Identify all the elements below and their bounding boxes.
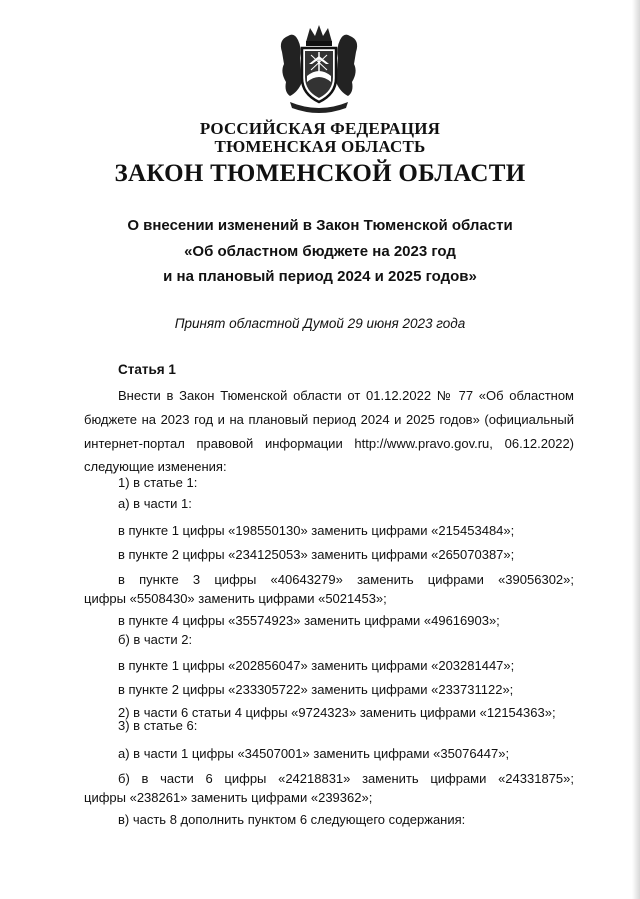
body-line: в пункте 2 цифры «233305722» заменить цифрами «233731122»; xyxy=(118,682,514,697)
body-line: цифры «5508430» заменить цифрами «5021453»; xyxy=(84,591,387,606)
header-country: РОССИЙСКАЯ ФЕДЕРАЦИЯ xyxy=(199,119,441,138)
body-line: 3) в статье 6: xyxy=(118,718,198,733)
body-line: б) в части 6 цифры «24218831» заменить цифрами «24331875»; xyxy=(118,771,574,786)
body-line: в) часть 8 дополнить пунктом 6 следующего содержания: xyxy=(118,812,466,827)
body-line: 1) в статье 1: xyxy=(118,475,198,490)
law-subject-line-2: «Об областном бюджете на 2023 год xyxy=(184,243,456,260)
body-line: 2) в части 6 статьи 4 цифры «9724323» заменить цифрами «12154363»; xyxy=(118,705,556,720)
body-line: в пункте 4 цифры «35574923» заменить цифрами «49616903»; xyxy=(118,613,500,628)
body-line: в пункте 3 цифры «40643279» заменить цифрами «39056302»; xyxy=(118,572,574,587)
body-line: Внести в Закон Тюменской области от 01.12.2022 № 77 «Об областном xyxy=(118,388,574,403)
body-line: в пункте 1 цифры «198550130» заменить цифрами «215453484»; xyxy=(118,523,515,538)
law-subject-line-1: О внесении изменений в Закон Тюменской области xyxy=(127,217,513,234)
body-line: б) в части 2: xyxy=(118,632,193,647)
body-line: а) в части 1 цифры «34507001» заменить цифрами «35076447»; xyxy=(118,746,510,761)
article-heading: Статья 1 xyxy=(118,362,176,377)
body-line: интернет-портал правовой информации http://www.pravo.gov.ru, 06.12.2022) xyxy=(84,436,574,451)
body-line: следующие изменения: xyxy=(84,459,227,474)
body-line: цифры «238261» заменить цифрами «239362»; xyxy=(84,790,373,805)
body-line: в пункте 2 цифры «234125053» заменить цифрами «265070387»; xyxy=(118,547,515,562)
law-title: ЗАКОН ТЮМЕНСКОЙ ОБЛАСТИ xyxy=(114,160,526,187)
adoption-note: Принят областной Думой 29 июня 2023 года xyxy=(174,316,466,331)
body-line: бюджете на 2023 год и на плановый период 2024 и 2025 годов» (официальный xyxy=(84,412,574,427)
body-line: а) в части 1: xyxy=(118,496,192,511)
body-line: в пункте 1 цифры «202856047» заменить цифрами «203281447»; xyxy=(118,658,515,673)
header-region: ТЮМЕНСКАЯ ОБЛАСТЬ xyxy=(214,137,426,156)
law-subject-line-3: и на плановый период 2024 и 2025 годов» xyxy=(163,268,477,285)
coat-of-arms-emblem xyxy=(276,22,362,114)
